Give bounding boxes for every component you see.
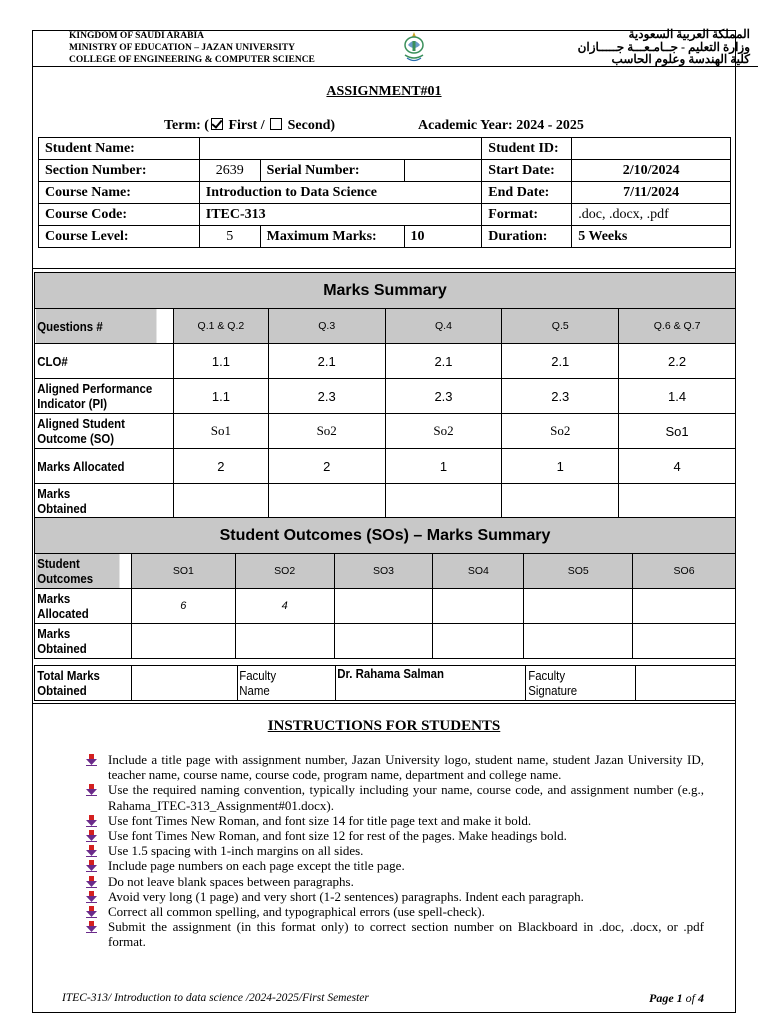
format-value: .doc, .docx, .pdf: [572, 204, 731, 226]
pi-label-line-2: Indicator (PI): [36, 396, 107, 411]
totals-table: [34, 665, 736, 701]
header-left: [69, 30, 315, 66]
so-row: [35, 414, 736, 449]
instruction-text: Use 1.5 spacing with 1-inch margins on all sides.: [108, 843, 364, 859]
course-level-label: Course Level:: [39, 226, 200, 248]
arrow-down-icon: [86, 784, 97, 796]
so-allocated-cell: 6: [131, 589, 235, 624]
so-obtained-cell[interactable]: [524, 624, 633, 659]
instructions-title: INSTRUCTIONS FOR STUDENTS: [267, 718, 501, 734]
pi-cell: 1.4: [619, 379, 736, 414]
outcome-cell: SO5: [524, 554, 633, 589]
start-date-label: Start Date:: [482, 160, 572, 182]
duration-label: Duration:: [482, 226, 572, 248]
obtained-cell[interactable]: [619, 484, 736, 519]
question-cell: Q.1 & Q.2: [173, 309, 268, 344]
student-outcomes-label: [35, 554, 120, 589]
student-outcomes-row: [35, 554, 736, 589]
pi-label: [35, 379, 157, 414]
footer-course-info: ITEC-313/ Introduction to data science /2024-2025/First Semester: [62, 992, 369, 1004]
instruction-text: Submit the assignment (in this format only) to correct section number on Blackboard in .doc, .docx, or .pdf format.: [108, 919, 704, 950]
so-cell: So1: [619, 414, 736, 449]
header-right: [578, 28, 750, 66]
list-item: [86, 813, 704, 828]
term-separator: /: [260, 118, 265, 133]
serial-number-label: Serial Number:: [260, 160, 404, 182]
so-cell: So2: [268, 414, 385, 449]
instruction-text: Use font Times New Roman, and font size 14 for title page text and make it bold.: [108, 812, 532, 828]
student-id-label: Student ID:: [482, 138, 572, 160]
student-name-label: Student Name:: [39, 138, 200, 160]
list-item: [86, 874, 704, 889]
page-total: 4: [698, 991, 704, 1005]
header-left-line-1: KINGDOM OF SAUDI ARABIA: [69, 31, 205, 41]
info-row: [39, 204, 731, 226]
student-outcomes-line-1: Student: [36, 556, 80, 571]
marks-summary-table: [34, 272, 736, 519]
so-allocated-cell: 4: [235, 589, 334, 624]
section-number-label: Section Number:: [39, 160, 200, 182]
question-cell: Q.3: [268, 309, 385, 344]
course-code-label: Course Code:: [39, 204, 200, 226]
term-first-label: First: [228, 118, 258, 133]
obtained-cell[interactable]: [268, 484, 385, 519]
clo-row: [35, 344, 736, 379]
allocated-cell: 2: [173, 449, 268, 484]
info-row: [39, 138, 731, 160]
marks-obtained-label: [35, 484, 157, 519]
instruction-text: Avoid very long (1 page) and very short (1-2 sentences) paragraphs. Indent each paragraph.: [108, 888, 584, 904]
so-obtained-cell[interactable]: [334, 624, 433, 659]
so-obtained-line-2: Obtained: [36, 641, 87, 656]
so-obtained-cell[interactable]: [633, 624, 736, 659]
arrow-down-icon: [86, 891, 97, 903]
faculty-name-value: Dr. Rahama Salman: [335, 666, 503, 701]
clo-cell: 1.1: [173, 344, 268, 379]
arrow-down-icon: [86, 876, 97, 888]
list-item: [86, 752, 704, 782]
so-allocated-line-1: Marks: [36, 591, 70, 606]
arrow-down-icon: [86, 830, 97, 842]
course-name-value: Introduction to Data Science: [199, 182, 482, 204]
so-summary-heading: Student Outcomes (SOs) – Marks Summary: [35, 518, 736, 554]
arrow-down-icon: [86, 860, 97, 872]
header-left-line-2: MINISTRY OF EDUCATION – JAZAN UNIVERSITY: [69, 43, 296, 53]
faculty-signature-field[interactable]: [636, 666, 736, 701]
questions-row: [35, 309, 736, 344]
so-obtained-line-1: Marks: [36, 626, 70, 641]
list-item: [86, 858, 704, 873]
so-label: [35, 414, 157, 449]
faculty-name-line-2: Name: [239, 683, 270, 698]
instruction-text: Do not leave blank spaces between paragraphs.: [108, 873, 354, 889]
header-right-line-2: وزارة التعليم - جــامـعـــة جـــــازان: [577, 39, 750, 54]
outcome-cell: SO2: [235, 554, 334, 589]
pi-cell: 2.3: [385, 379, 502, 414]
faculty-signature-line-1: Faculty: [528, 668, 565, 683]
instruction-text: Correct all common spelling, and typographical errors (use spell-check).: [108, 904, 485, 920]
header-divider: [32, 66, 758, 67]
marks-obtained-row: [35, 484, 736, 519]
so-allocated-cell: [334, 589, 433, 624]
max-marks-label: Maximum Marks:: [260, 226, 404, 248]
so-allocated-line-2: Allocated: [36, 606, 89, 621]
list-item: [86, 889, 704, 904]
so-label-line-1: Aligned Student: [36, 416, 125, 431]
term-second-label: Second): [287, 118, 336, 133]
faculty-name-label: [237, 666, 323, 701]
faculty-signature-label: [526, 666, 623, 701]
list-item: [86, 919, 704, 949]
marks-obtained-line-2: Obtained: [36, 501, 87, 516]
so-cell: So2: [385, 414, 502, 449]
end-date-label: End Date:: [482, 182, 572, 204]
so-obtained-cell[interactable]: [433, 624, 524, 659]
outcome-cell: SO3: [334, 554, 433, 589]
obtained-cell[interactable]: [385, 484, 502, 519]
header-right-line-3: كلية الهندسة وعلوم الحاسب: [611, 52, 750, 66]
arrow-down-icon: [86, 815, 97, 827]
start-date-value: 2/10/2024: [572, 160, 731, 182]
pi-cell: 1.1: [173, 379, 268, 414]
term-second-checkbox[interactable]: [270, 118, 282, 130]
total-marks-label: [35, 666, 120, 701]
instruction-text: Use font Times New Roman, and font size 12 for rest of the pages. Make headings bold.: [108, 828, 567, 844]
total-marks-field[interactable]: [131, 666, 237, 701]
so-obtained-label: [35, 624, 120, 659]
faculty-signature-line-2: Signature: [528, 683, 578, 698]
page-of: of: [682, 991, 698, 1005]
so-label-line-2: Outcome (SO): [36, 431, 114, 446]
clo-cell: 2.2: [619, 344, 736, 379]
arrow-down-icon: [86, 845, 97, 857]
question-cell: Q.6 & Q.7: [619, 309, 736, 344]
total-marks-line-1: Total Marks: [36, 668, 100, 683]
allocated-cell: 1: [385, 449, 502, 484]
section-number-value: 2639: [199, 160, 260, 182]
marks-summary-heading-row: [35, 273, 736, 309]
instructions-list: [86, 752, 704, 950]
arrow-down-icon: [86, 754, 97, 766]
info-row: [39, 182, 731, 204]
so-obtained-cell[interactable]: [131, 624, 235, 659]
marks-allocated-row: [35, 449, 736, 484]
marks-summary-heading: Marks Summary: [35, 273, 736, 309]
assignment-title: ASSIGNMENT#01: [326, 84, 442, 99]
pi-cell: 2.3: [502, 379, 619, 414]
header-left-line-3: COLLEGE OF ENGINEERING & COMPUTER SCIENCE: [69, 55, 315, 65]
so-allocated-cell: [433, 589, 524, 624]
pi-label-line-1: Aligned Performance: [36, 381, 152, 396]
info-row: [39, 160, 731, 182]
so-allocated-cell: [633, 589, 736, 624]
clo-cell: 2.1: [268, 344, 385, 379]
term-first-checkbox[interactable]: [211, 118, 223, 130]
so-allocated-row: [35, 589, 736, 624]
term-prefix: Term: (: [164, 118, 209, 133]
faculty-name-line-1: Faculty: [239, 668, 277, 683]
course-code-value: ITEC-313: [199, 204, 482, 226]
so-obtained-cell[interactable]: [235, 624, 334, 659]
so-summary-table: [34, 517, 736, 659]
question-cell: Q.5: [502, 309, 619, 344]
student-id-field[interactable]: [572, 138, 731, 160]
so-obtained-row: [35, 624, 736, 659]
course-level-value: 5: [199, 226, 260, 248]
obtained-cell[interactable]: [173, 484, 268, 519]
question-cell: Q.4: [385, 309, 502, 344]
allocated-cell: 4: [619, 449, 736, 484]
so-allocated-label: [35, 589, 120, 624]
clo-cell: 2.1: [502, 344, 619, 379]
course-info-table: [38, 137, 731, 248]
instruction-text: Use the required naming convention, typically including your name, course code, and assignment number (e.g., Rahama_ITEC-313_Assignment#01.docx).: [108, 782, 704, 813]
outcome-cell: SO1: [131, 554, 235, 589]
list-item: [86, 904, 704, 919]
pi-cell: 2.3: [268, 379, 385, 414]
so-cell: So2: [502, 414, 619, 449]
end-date-value: 7/11/2024: [572, 182, 731, 204]
list-item: [86, 843, 704, 858]
duration-value: 5 Weeks: [572, 226, 731, 248]
arrow-down-icon: [86, 921, 97, 933]
arrow-down-icon: [86, 906, 97, 918]
clo-cell: 2.1: [385, 344, 502, 379]
list-item: [86, 782, 704, 812]
list-item: [86, 828, 704, 843]
student-outcomes-line-2: Outcomes: [36, 571, 93, 586]
serial-number-field[interactable]: [404, 160, 482, 182]
clo-label: CLO#: [35, 344, 157, 379]
obtained-cell[interactable]: [502, 484, 619, 519]
student-name-field[interactable]: [199, 138, 482, 160]
so-allocated-cell: [524, 589, 633, 624]
jazan-university-logo-icon: [400, 31, 428, 63]
outcome-cell: SO6: [633, 554, 736, 589]
total-marks-line-2: Obtained: [36, 683, 87, 698]
allocated-cell: 2: [268, 449, 385, 484]
marks-obtained-line-1: Marks: [36, 486, 70, 501]
questions-label: Questions #: [35, 309, 157, 344]
instruction-text: Include a title page with assignment number, Jazan University logo, student name, student Jazan University ID, teacher name, course name, course code, program name, department and college name.: [108, 752, 704, 783]
outcome-cell: SO4: [433, 554, 524, 589]
allocated-cell: 1: [502, 449, 619, 484]
term-line: [164, 118, 335, 134]
so-cell: So1: [173, 414, 268, 449]
info-row: [39, 226, 731, 248]
pi-row: [35, 379, 736, 414]
format-label: Format:: [482, 204, 572, 226]
course-name-label: Course Name:: [39, 182, 200, 204]
max-marks-value: 10: [404, 226, 482, 248]
instruction-text: Include page numbers on each page except the title page.: [108, 858, 405, 874]
footer-page-number: [649, 991, 704, 1006]
so-summary-heading-row: [35, 518, 736, 554]
page-prefix: Page: [649, 991, 677, 1005]
totals-row: [35, 666, 736, 701]
page-current: 1: [676, 991, 683, 1005]
academic-year: Academic Year: 2024 - 2025: [418, 118, 584, 133]
marks-allocated-label: Marks Allocated: [35, 449, 157, 484]
header-right-line-1: المملكة العربية السعودية: [628, 27, 750, 41]
